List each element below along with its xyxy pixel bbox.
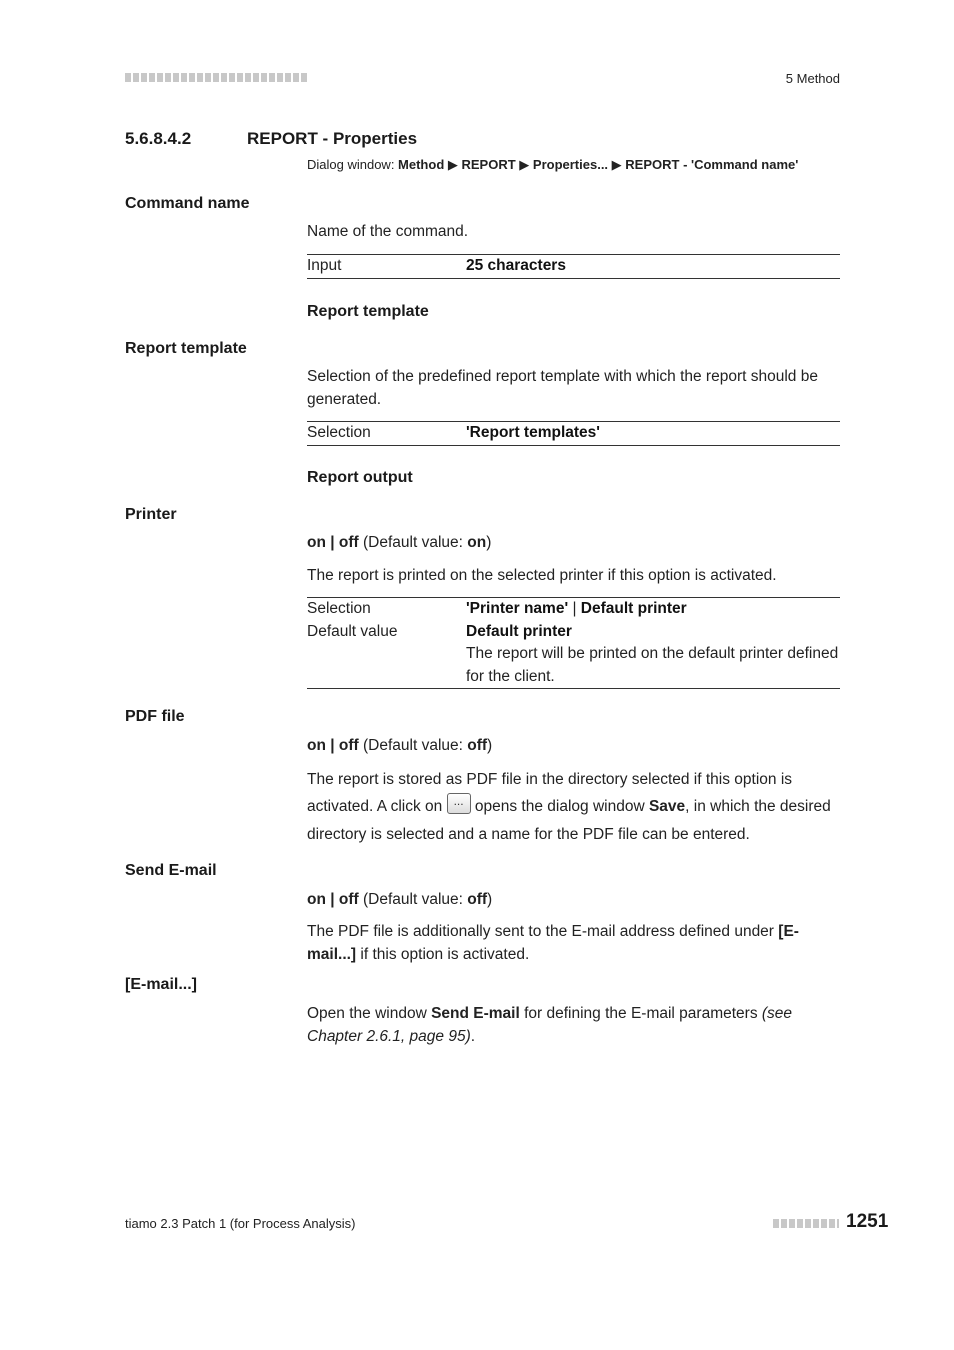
report-output-group-heading: Report output (307, 469, 413, 486)
desc-text: . (470, 1027, 476, 1045)
ellipsis-button-icon: ... (447, 793, 471, 814)
send-email-options (307, 889, 840, 912)
table-key: Selection (307, 600, 371, 617)
option-separator: | (325, 534, 339, 551)
printer-table (307, 597, 840, 689)
report-template-description: Selection of the predefined report template with which the report should be generated. (307, 368, 818, 408)
header-chapter: 5 Method (785, 71, 840, 86)
table-value (466, 621, 840, 689)
desc-text: The report is stored as PDF file in the directory selected if this option is activated. A click on (307, 771, 793, 815)
selection-default-printer: Default printer (580, 600, 687, 617)
table-key: Selection (307, 424, 371, 441)
option-off: off (338, 891, 359, 908)
dialog-path (307, 157, 798, 173)
pdf-file-description (307, 767, 840, 848)
default-prefix: (Default value: (358, 891, 468, 908)
option-separator: | (325, 891, 339, 908)
report-template-label: Report template (125, 340, 247, 357)
table-value: 'Report templates' (466, 424, 600, 441)
send-email-label: Send E-mail (125, 862, 217, 879)
desc-bold: [E-mail...] (307, 923, 799, 963)
table-key: Default value (307, 622, 398, 640)
desc-bold: Send E-mail (431, 1005, 520, 1022)
dialog-path-step-1: Method (398, 157, 445, 172)
pdf-file-options (307, 735, 840, 758)
email-button-description (307, 1003, 840, 1048)
chapter-reference: (see Chapter 2.6.1, page 95) (307, 1005, 793, 1045)
option-off: off (338, 534, 359, 551)
default-prefix: (Default value: (358, 534, 468, 551)
section-number: 5.6.8.4.2 (125, 129, 192, 148)
command-name-description: Name of the command. (307, 223, 469, 240)
dialog-path-step-3: Properties... (532, 157, 609, 172)
footer-product: tiamo 2.3 Patch 1 (for Process Analysis) (125, 1216, 356, 1231)
section-title: REPORT - Properties (247, 129, 418, 148)
dialog-path-step-4: REPORT - 'Command name' (625, 157, 799, 172)
desc-text: The PDF file is additionally sent to the E-mail address defined under (307, 923, 779, 940)
option-off: off (338, 737, 359, 754)
pdf-file-label: PDF file (125, 708, 185, 725)
send-email-description (307, 921, 840, 966)
desc-text: opens the dialog window (470, 797, 649, 815)
email-button-label: [E-mail...] (125, 976, 198, 993)
default-prefix: (Default value: (358, 737, 468, 754)
default-value: on (467, 534, 487, 551)
command-name-table (307, 254, 840, 279)
option-on: on (307, 891, 326, 908)
desc-bold: Save (648, 797, 686, 815)
report-template-group-heading: Report template (307, 303, 429, 320)
desc-text: for defining the E-mail parameters (519, 1005, 762, 1022)
table-key: Input (307, 257, 342, 274)
option-on: on (307, 737, 326, 754)
dialog-path-prefix: Dialog window: (307, 157, 399, 172)
default-value: off (467, 737, 488, 754)
table-value (466, 598, 840, 621)
desc-text: , in which the desired directory is selected and a name for the PDF file can be entered. (307, 797, 831, 843)
option-on: on (307, 534, 326, 551)
default-printer-value: Default printer (466, 622, 572, 640)
selection-separator: | (568, 600, 581, 617)
report-template-table (307, 421, 840, 446)
default-suffix: ) (487, 891, 493, 908)
path-separator: ▶ (608, 157, 626, 172)
default-value: off (467, 891, 488, 908)
path-separator: ▶ (515, 157, 533, 172)
footer-decoration (773, 1219, 839, 1228)
table-value: 25 characters (466, 257, 566, 274)
page-number: 1251 (846, 1211, 889, 1232)
selection-printer-name: 'Printer name' (466, 600, 569, 617)
printer-description: The report is printed on the selected printer if this option is activated. (307, 567, 777, 584)
printer-options (307, 532, 840, 555)
command-name-label: Command name (125, 195, 250, 212)
option-separator: | (325, 737, 339, 754)
printer-label: Printer (125, 506, 177, 523)
desc-text: if this option is activated. (356, 945, 530, 963)
default-suffix: ) (487, 737, 493, 754)
header-decoration (125, 73, 307, 82)
default-printer-note: The report will be printed on the default printer defined for the client. (466, 645, 839, 685)
dialog-path-step-2: REPORT (461, 157, 516, 172)
default-suffix: ) (486, 534, 492, 551)
desc-text: Open the window (307, 1005, 432, 1022)
path-separator: ▶ (444, 157, 462, 172)
